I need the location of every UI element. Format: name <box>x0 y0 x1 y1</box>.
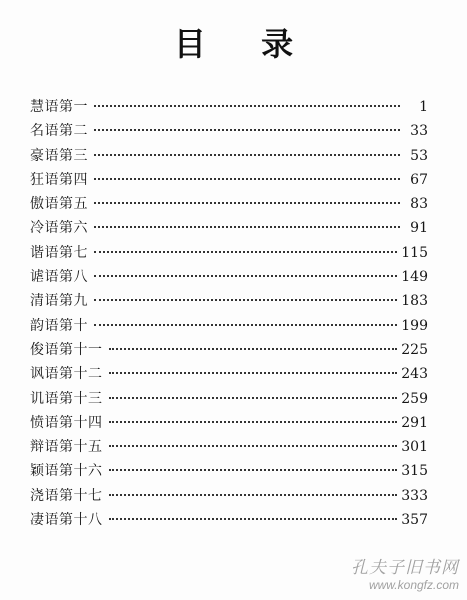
toc-entry <box>30 192 428 216</box>
toc-entry-page: 183 <box>401 293 428 310</box>
toc-dot-leader <box>94 251 397 253</box>
toc-dot-leader <box>94 129 400 131</box>
toc-dot-leader <box>109 397 398 399</box>
toc-entry-page: 357 <box>401 512 428 529</box>
toc-entry <box>30 508 428 532</box>
toc-dot-leader <box>94 105 400 107</box>
toc-entry-page: 199 <box>401 317 428 334</box>
toc-dot-leader <box>109 469 398 471</box>
toc-entry-label: 清语第九 <box>30 293 88 310</box>
toc-entry <box>30 119 428 143</box>
toc-entry <box>30 435 428 459</box>
toc-entry-label: 名语第二 <box>30 123 88 140</box>
toc-entry <box>30 362 428 386</box>
toc-entry-label: 冷语第六 <box>30 220 88 237</box>
toc-entry <box>30 265 428 289</box>
toc-entry-page: 149 <box>401 269 428 286</box>
toc-dot-leader <box>94 324 397 326</box>
toc-entry-page: 301 <box>401 439 428 456</box>
toc-entry <box>30 168 428 192</box>
toc-entry <box>30 95 428 119</box>
table-of-contents <box>30 95 428 532</box>
toc-entry-label: 俊语第十一 <box>30 341 103 358</box>
toc-dot-leader <box>94 299 397 301</box>
toc-entry-page: 243 <box>401 366 428 383</box>
toc-entry <box>30 484 428 508</box>
toc-entry-label: 辩语第十五 <box>30 439 103 456</box>
toc-entry-label: 谑语第八 <box>30 269 88 286</box>
toc-dot-leader <box>94 275 397 277</box>
toc-dot-leader <box>94 178 400 180</box>
toc-entry <box>30 387 428 411</box>
toc-dot-leader <box>94 226 400 228</box>
toc-dot-leader <box>109 421 398 423</box>
toc-dot-leader <box>94 202 400 204</box>
toc-entry <box>30 144 428 168</box>
toc-entry-page: 33 <box>410 123 428 140</box>
page-title: 目 录 <box>173 25 316 63</box>
toc-dot-leader <box>94 154 400 156</box>
watermark-text: 孔夫子旧书网 <box>351 558 459 578</box>
toc-entry <box>30 241 428 265</box>
toc-entry-label: 愤语第十四 <box>30 414 103 431</box>
toc-entry-label: 豪语第三 <box>30 147 88 164</box>
toc-entry <box>30 314 428 338</box>
toc-entry-label: 颖语第十六 <box>30 463 103 480</box>
toc-entry-page: 333 <box>401 487 428 504</box>
toc-dot-leader <box>109 348 398 350</box>
toc-entry <box>30 289 428 313</box>
toc-entry-label: 傲语第五 <box>30 196 88 213</box>
watermark <box>351 558 459 592</box>
toc-entry-page: 115 <box>401 244 428 261</box>
toc-entry-label: 凄语第十八 <box>30 512 103 529</box>
toc-entry-label: 狂语第四 <box>30 171 88 188</box>
toc-entry <box>30 459 428 483</box>
toc-dot-leader <box>109 372 398 374</box>
toc-dot-leader <box>109 445 398 447</box>
toc-entry <box>30 216 428 240</box>
toc-entry-label: 谐语第七 <box>30 244 88 261</box>
toc-entry <box>30 338 428 362</box>
toc-entry-page: 91 <box>410 220 428 237</box>
toc-dot-leader <box>109 518 398 520</box>
toc-entry-page: 1 <box>419 99 428 115</box>
toc-entry-page: 259 <box>401 390 428 407</box>
toc-entry-page: 67 <box>410 171 428 188</box>
watermark-url: www.kongfz.com <box>368 578 459 592</box>
toc-entry-label: 慧语第一 <box>30 99 88 115</box>
toc-entry-page: 83 <box>410 196 428 213</box>
toc-entry-label: 讥语第十三 <box>30 390 103 407</box>
toc-entry <box>30 411 428 435</box>
toc-entry-page: 53 <box>410 147 428 164</box>
toc-entry-label: 韵语第十 <box>30 317 88 334</box>
toc-dot-leader <box>109 494 398 496</box>
toc-entry-page: 315 <box>401 463 428 480</box>
toc-entry-label: 讽语第十二 <box>30 366 103 383</box>
toc-entry-page: 225 <box>401 341 428 358</box>
toc-entry-page: 291 <box>401 414 428 431</box>
toc-entry-label: 浇语第十七 <box>30 487 103 504</box>
